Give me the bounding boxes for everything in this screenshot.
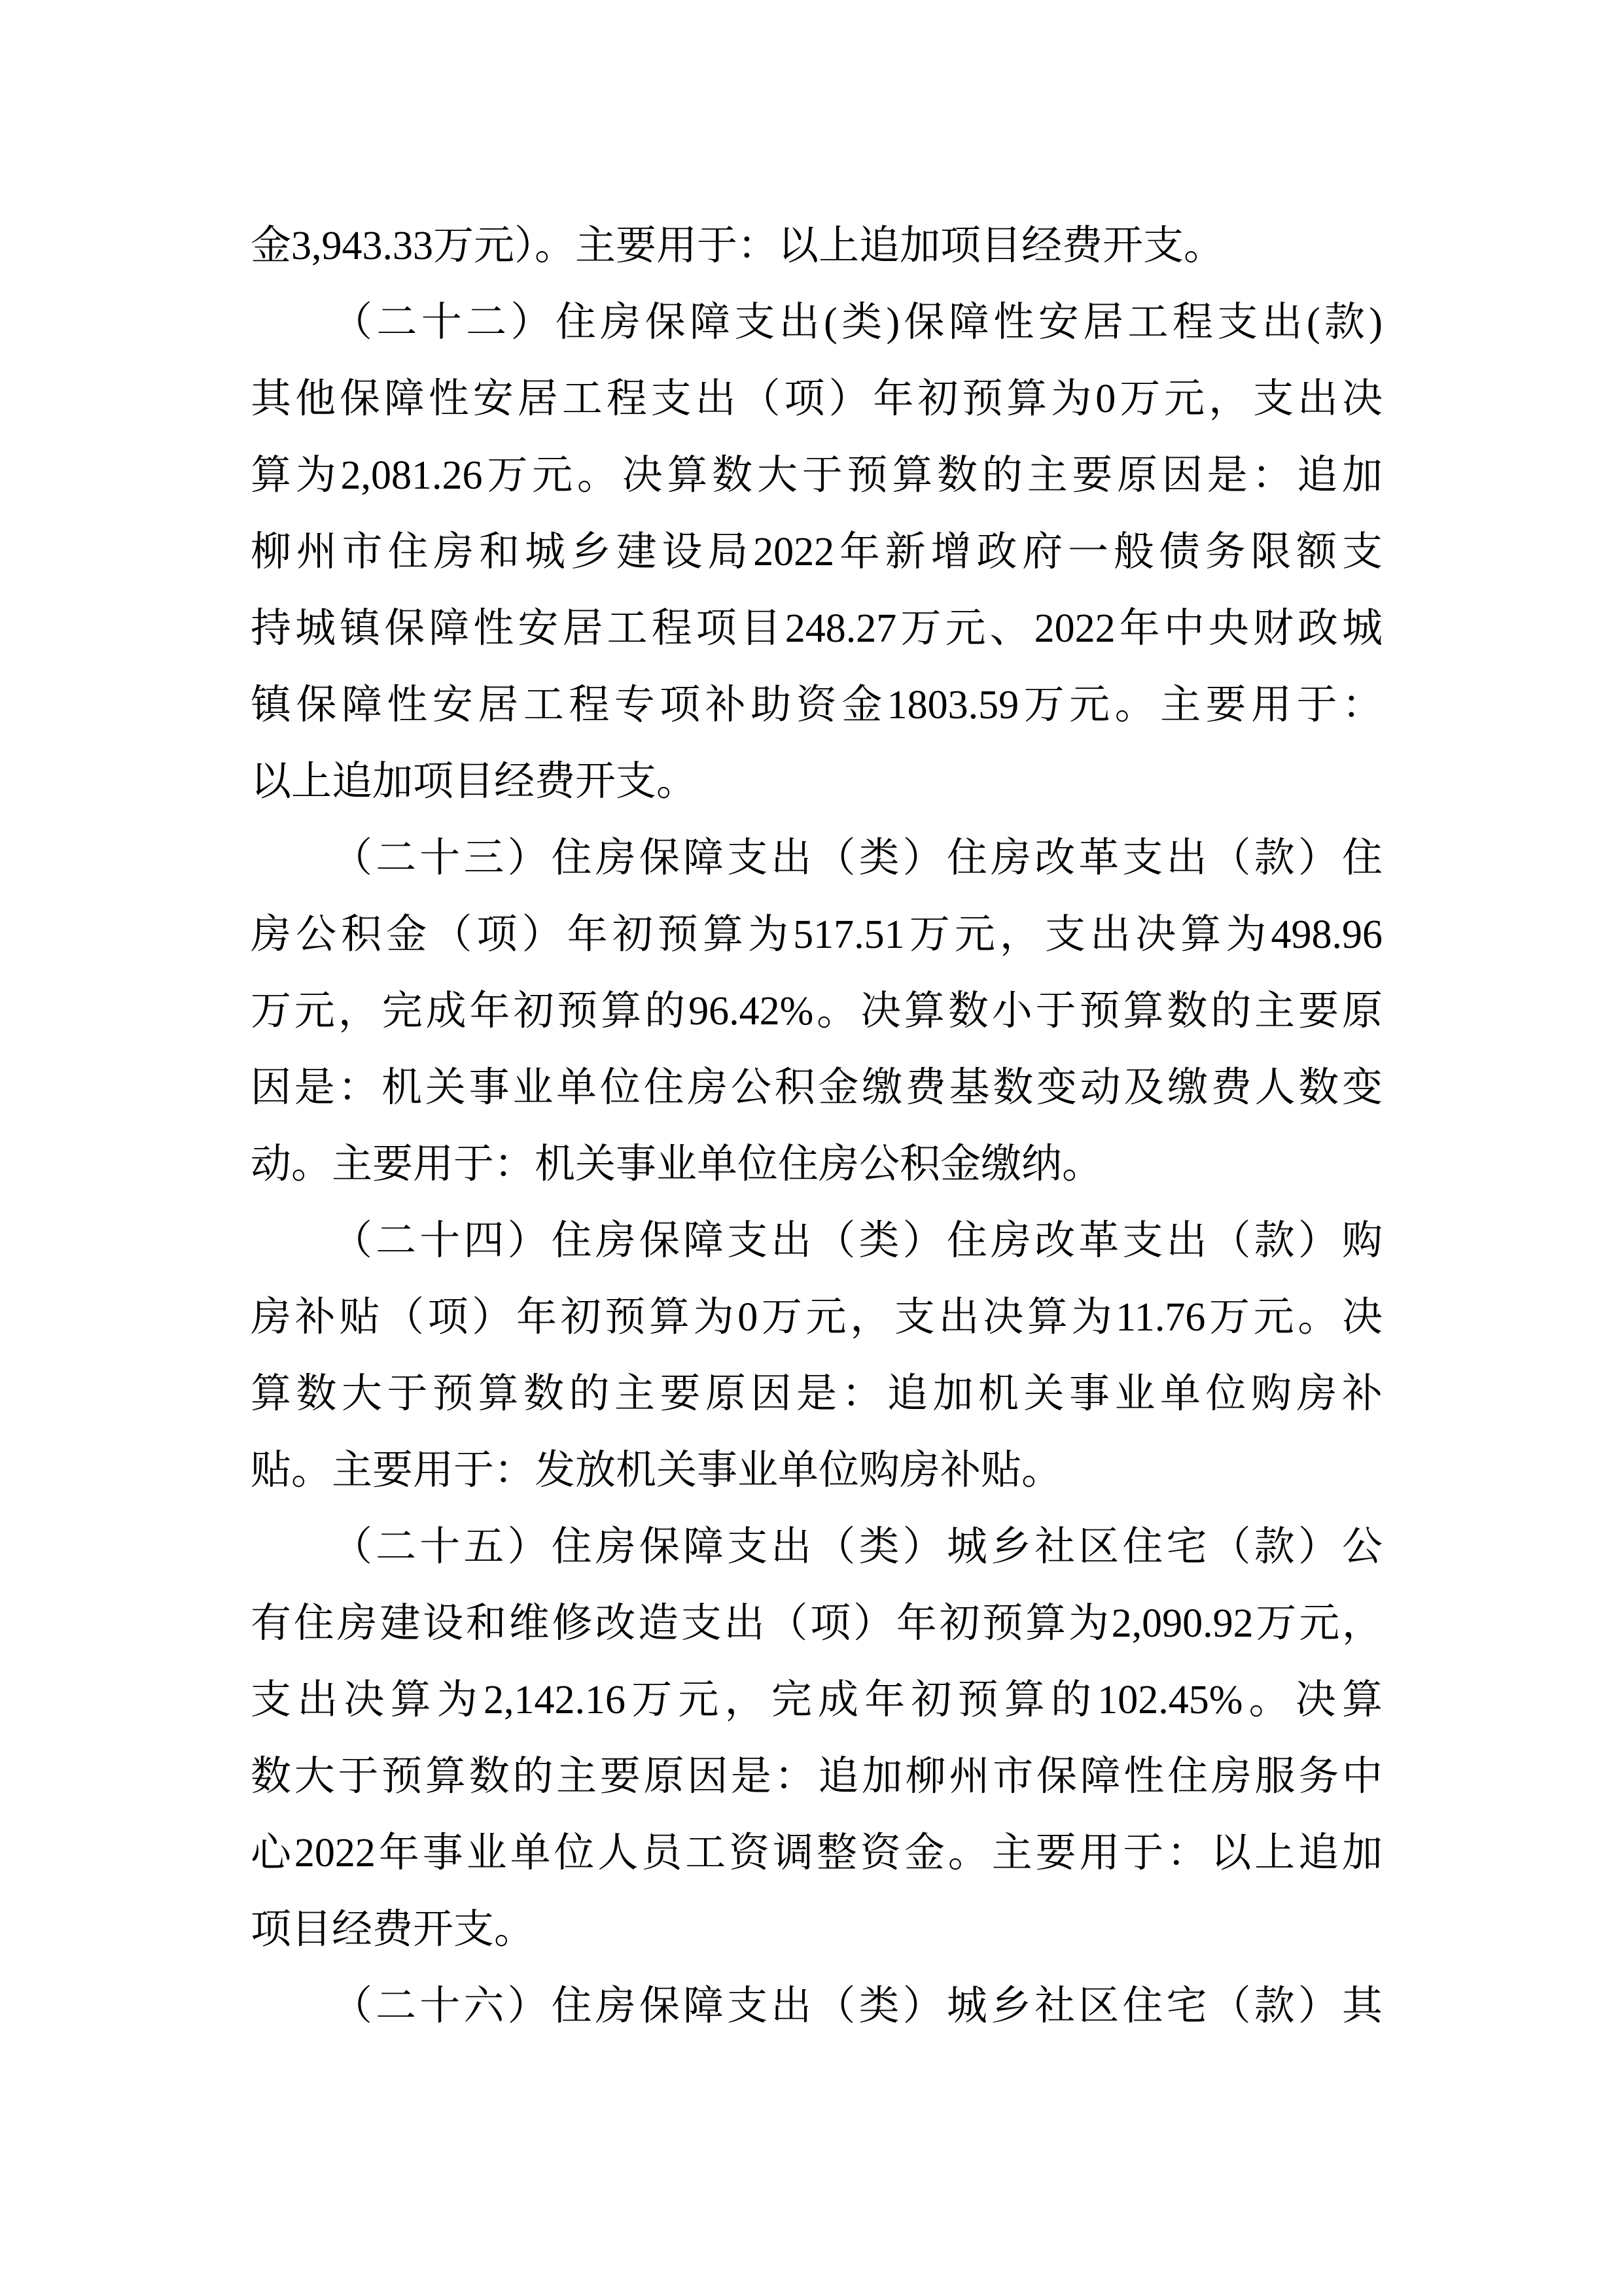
text-line: （二十三）住房保障支出（类）住房改革支出（款）住 bbox=[332, 836, 1383, 880]
text-line: 算为2,081.26万元。决算数大于预算数的主要原因是：追加 bbox=[251, 453, 1383, 498]
text-line: 项目经费开支。 bbox=[251, 1907, 535, 1952]
text-line: 数大于预算数的主要原因是：追加柳州市保障性住房服务中 bbox=[251, 1754, 1383, 1799]
text-line: 镇保障性安居工程专项补助资金1803.59万元。主要用于： bbox=[251, 683, 1383, 727]
text-line: （二十二）住房保障支出(类)保障性安居工程支出(款) bbox=[332, 300, 1383, 345]
text-line: （二十四）住房保障支出（类）住房改革支出（款）购 bbox=[332, 1219, 1383, 1263]
text-block bbox=[251, 208, 1383, 2045]
text-line: 因是：机关事业单位住房公积金缴费基数变动及缴费人数变 bbox=[251, 1066, 1383, 1110]
text-line: 持城镇保障性安居工程项目248.27万元、2022年中央财政城 bbox=[251, 606, 1383, 651]
text-line: 算数大于预算数的主要原因是：追加机关事业单位购房补 bbox=[251, 1372, 1383, 1416]
text-line: 其他保障性安居工程支出（项）年初预算为0万元，支出决 bbox=[251, 377, 1383, 421]
text-line: （二十六）住房保障支出（类）城乡社区住宅（款）其 bbox=[332, 1984, 1383, 2028]
text-line: 以上追加项目经费开支。 bbox=[251, 759, 697, 804]
text-line: 万元，完成年初预算的96.42%。决算数小于预算数的主要原 bbox=[251, 989, 1383, 1034]
text-line: 心2022年事业单位人员工资调整资金。主要用于：以上追加 bbox=[251, 1831, 1383, 1875]
text-line: 支出决算为2,142.16万元，完成年初预算的102.45%。决算 bbox=[251, 1678, 1383, 1722]
text-line: 房公积金（项）年初预算为517.51万元，支出决算为498.96 bbox=[251, 913, 1383, 957]
text-line: 金3,943.33万元）。主要用于：以上追加项目经费开支。 bbox=[251, 224, 1225, 268]
text-line: 贴。主要用于：发放机关事业单位购房补贴。 bbox=[251, 1448, 1063, 1493]
text-line: 房补贴（项）年初预算为0万元，支出决算为11.76万元。决 bbox=[251, 1295, 1383, 1340]
text-line: （二十五）住房保障支出（类）城乡社区住宅（款）公 bbox=[332, 1525, 1383, 1569]
text-line: 柳州市住房和城乡建设局2022年新增政府一般债务限额支 bbox=[251, 530, 1383, 574]
text-line: 动。主要用于：机关事业单位住房公积金缴纳。 bbox=[251, 1142, 1103, 1187]
text-line: 有住房建设和维修改造支出（项）年初预算为2,090.92万元， bbox=[251, 1601, 1383, 1646]
